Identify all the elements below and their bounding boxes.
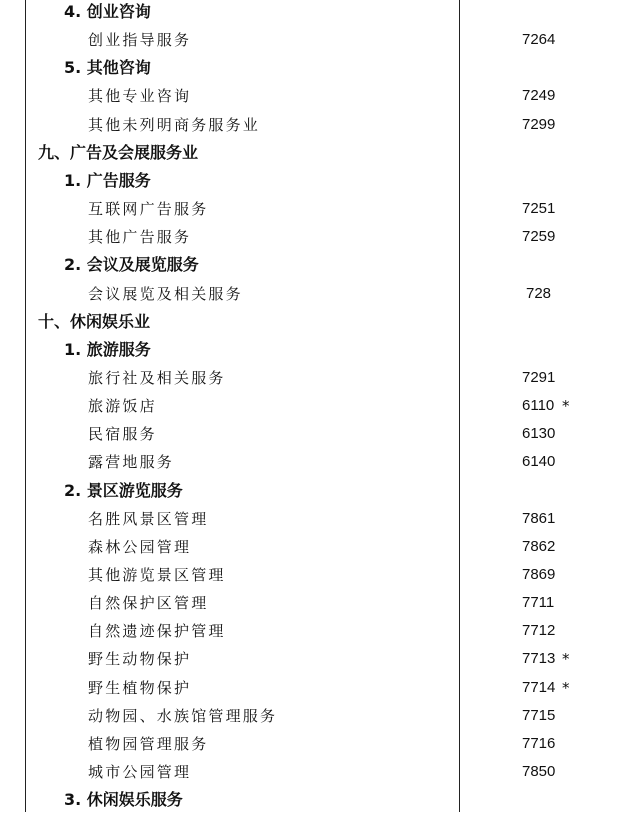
table-row	[0, 589, 639, 617]
item-name: 城市公园管理	[88, 763, 192, 782]
table-row	[0, 674, 639, 702]
table-row	[0, 392, 639, 420]
item-name: 名胜风景区管理	[88, 509, 209, 528]
industry-code: 7862	[522, 537, 556, 555]
industry-code: 7869	[522, 566, 556, 583]
subcategory-row	[0, 54, 639, 82]
industry-code: 7259	[522, 228, 556, 246]
table-row	[0, 505, 639, 533]
item-name: 野生植物保护	[88, 678, 192, 697]
industry-code: 7264	[522, 31, 556, 49]
table-row	[0, 364, 639, 392]
item-name: 其他游览景区管理	[88, 566, 226, 584]
table-row	[0, 617, 639, 645]
item-name: 动物园、水族馆管理服务	[88, 706, 278, 725]
item-name: 自然保护区管理	[88, 594, 209, 613]
item-name: 森林公园管理	[88, 537, 192, 556]
item-name: 互联网广告服务	[88, 200, 209, 219]
heading-label: 5. 其他咨询	[64, 58, 151, 78]
table-row	[0, 533, 639, 561]
category-row	[0, 308, 639, 336]
heading-label: 2. 景区游览服务	[64, 480, 183, 500]
item-name: 露营地服务	[88, 453, 175, 472]
item-name: 其他广告服务	[88, 228, 192, 247]
table-row	[0, 111, 639, 139]
subcategory-row	[0, 251, 639, 279]
table-row	[0, 420, 639, 448]
item-name: 旅游饭店	[88, 397, 157, 416]
industry-code: 7291	[522, 368, 556, 386]
heading-label: 3. 休闲娱乐服务	[64, 790, 183, 810]
table-row	[0, 448, 639, 476]
subcategory-row	[0, 477, 639, 505]
heading-label: 1. 广告服务	[64, 170, 151, 190]
item-name: 野生动物保护	[88, 650, 192, 669]
table-row	[0, 223, 639, 251]
subcategory-row	[0, 167, 639, 195]
item-name: 创业指导服务	[88, 31, 192, 50]
category-row	[0, 139, 639, 167]
table-row	[0, 280, 639, 308]
item-name: 民宿服务	[88, 425, 157, 444]
heading-label: 2. 会议及展览服务	[64, 255, 199, 275]
industry-code: 6110	[522, 397, 555, 415]
subcategory-row	[0, 0, 639, 26]
table-row	[0, 645, 639, 673]
asterisk-mark: *	[562, 678, 570, 697]
industry-code: 6130	[522, 425, 556, 443]
table-row	[0, 195, 639, 223]
item-name: 会议展览及相关服务	[88, 284, 243, 303]
item-name: 其他专业咨询	[88, 87, 192, 106]
industry-code: 7715	[522, 706, 556, 724]
item-name: 植物园管理服务	[88, 734, 209, 753]
industry-code: 6140	[522, 453, 556, 471]
heading-label: 1. 旅游服务	[64, 339, 151, 359]
heading-label: 4. 创业咨询	[64, 2, 151, 21]
industry-code: 7714	[522, 678, 556, 696]
industry-code: 7251	[522, 200, 556, 218]
heading-label: 九、广告及会展服务业	[38, 142, 199, 162]
industry-code: 7299	[522, 115, 556, 133]
table-row	[0, 26, 639, 54]
industry-code: 7711	[522, 594, 555, 612]
table-row	[0, 82, 639, 110]
asterisk-mark: *	[562, 650, 570, 669]
table-row	[0, 758, 639, 786]
industry-code: 728	[526, 284, 552, 302]
industry-code: 7716	[522, 734, 556, 752]
industry-code: 7712	[522, 622, 556, 640]
industry-code: 7850	[522, 763, 556, 781]
heading-label: 十、休闲娱乐业	[38, 311, 151, 331]
table-row	[0, 702, 639, 730]
table-row	[0, 730, 639, 758]
item-name: 其他未列明商务服务业	[88, 115, 261, 134]
subcategory-row	[0, 786, 639, 814]
industry-code: 7861	[522, 509, 556, 527]
table-row	[0, 561, 639, 589]
industry-code: 7713	[522, 650, 556, 668]
asterisk-mark: *	[562, 397, 570, 416]
item-name: 旅行社及相关服务	[88, 368, 226, 387]
subcategory-row	[0, 336, 639, 364]
item-name: 自然遗迹保护管理	[88, 622, 226, 641]
industry-code: 7249	[522, 87, 556, 105]
